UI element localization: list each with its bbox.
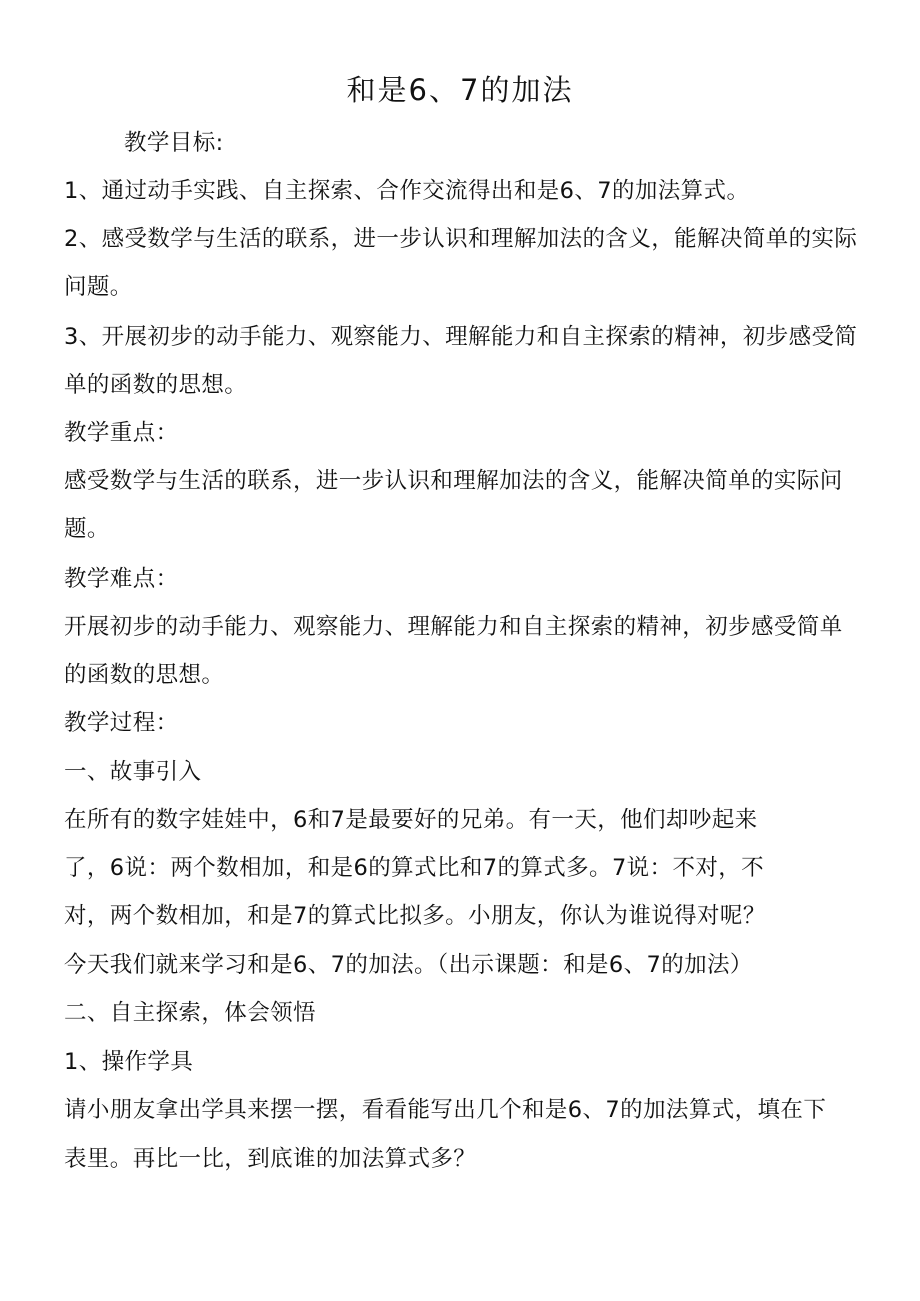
objective-1: 1、通过动手实践、自主探索、合作交流得出和是6、7的加法算式。 [64, 178, 750, 204]
step-1-heading: 一、故事引入 [64, 759, 202, 785]
story-line-1: 在所有的数字娃娃中，6和7是最要好的兄弟。有一天，他们却吵起来 [64, 807, 758, 833]
story-line-4: 今天我们就来学习和是6、7的加法。（出示课题：和是6、7的加法） [64, 952, 753, 978]
objective-2-line-1: 2、感受数学与生活的联系，进一步认识和理解加法的含义，能解决简单的实际 [64, 226, 858, 252]
story-line-3: 对，两个数相加，和是7的算式比拟多。小朋友，你认为谁说得对呢？ [64, 903, 766, 929]
section-heading-process: 教学过程： [64, 710, 179, 736]
step-2-heading: 二、自主探索，体会领悟 [64, 1000, 316, 1026]
section-heading-objectives: 教学目标: [124, 130, 224, 156]
key-points-line-1: 感受数学与生活的联系，进一步认识和理解加法的含义，能解决简单的实际问 [64, 468, 843, 494]
story-line-2: 了，6说：两个数相加，和是6的算式比和7的算式多。7说：不对，不 [64, 855, 765, 881]
activity-line-2: 表里。再比一比，到底谁的加法算式多？ [64, 1146, 477, 1172]
substep-1-heading: 1、操作学具 [64, 1049, 194, 1075]
objective-3-line-2: 单的函数的思想。 [64, 372, 248, 398]
objective-2-line-2: 问题。 [64, 274, 133, 300]
difficulties-line-2: 的函数的思想。 [64, 662, 225, 688]
key-points-line-2: 题。 [64, 516, 110, 542]
objective-3-line-1: 3、开展初步的动手能力、观察能力、理解能力和自主探索的精神，初步感受简 [64, 324, 858, 350]
section-heading-key-points: 教学重点： [64, 420, 179, 446]
activity-line-1: 请小朋友拿出学具来摆一摆，看看能写出几个和是6、7的加法算式，填在下 [64, 1097, 827, 1123]
document-title: 和是6、7的加法 [346, 73, 574, 107]
difficulties-line-1: 开展初步的动手能力、观察能力、理解能力和自主探索的精神，初步感受简单 [64, 614, 843, 640]
section-heading-difficulties: 教学难点： [64, 566, 179, 592]
